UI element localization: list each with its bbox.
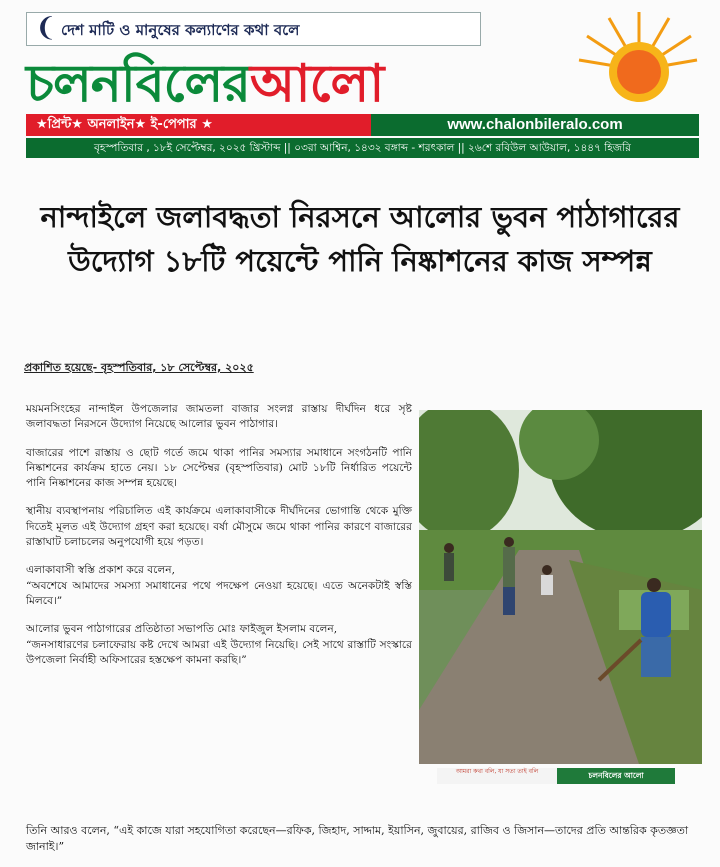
edition-types: ★প্রিন্ট★ অনলাইন★ ই-পেপার ★ (26, 114, 371, 136)
paragraph-2: বাজারের পাশে রাস্তায় ও ছোট গর্তে জমে থাকা পানির সমস্যার সমাধানে সংগঠনটি পানি নিষ্কাশনের কার্যক্রম হাতে নেয়। ১৮ সেপ্টেম্বর (বৃহস্পতিবার) মোট ১৮টি নির্ধারিত পয়েন্টে পানি নিষ্কাশনের কাজ সম্পন্ন হয়েছে। (26, 446, 412, 490)
closing-paragraph: তিনি আরও বলেন, “এই কাজে যারা সহযোগিতা করেছেন—রফিক, জিহাদ, সাদ্দাম, ইয়াসিন, জুবায়ের, রাজিব ও জিসান—তাদের প্রতি আন্তরিক কৃতজ্ঞতা জানাই।” (26, 824, 689, 853)
photo-banner-brand: চলনবিলের আলো (557, 768, 675, 784)
article-photo (419, 410, 702, 788)
article-headline: নান্দাইলে জলাবদ্ধতা নিরসনে আলোর ভুবন পাঠাগারের উদ্যোগ ১৮টি পয়েন্টে পানি নিষ্কাশনের কাজ সম্পন্ন (40, 200, 680, 278)
brand-name-part1: চলনবিলের (26, 54, 250, 114)
paragraph-3: স্থানীয় ব্যবস্থাপনায় পরিচালিত এই কার্যক্রমে এলাকাবাসীকে দীর্ঘদিনের ভোগান্তি থেকে মুক্তি দিতেই মূলত এই উদ্যোগ গ্রহণ করা হয়েছে। বর্ষা মৌসুমে জমে থাকা পানির কারণে বাজারের রাস্তাঘাট চলাচলের অনুপযোগী হয়ে পড়ত। (26, 505, 412, 549)
tagline-box (26, 12, 481, 46)
brand-logo (26, 52, 699, 116)
article-body (26, 402, 412, 681)
quote1-intro: এলাকাবাসী স্বস্তি প্রকাশ করে বলেন, (26, 564, 175, 577)
quote1-text: “অবশেষে আমাদের সমস্যা সমাধানের পথে পদক্ষেপ নেওয়া হয়েছে। এতে অনেকটাই স্বস্তি মিলবে।” (26, 579, 412, 607)
photo-banner-slogan: আমরা কথা বলি, যা সত্য তাই বলি (437, 768, 557, 784)
brand-name-part2: আলো (249, 54, 384, 114)
masthead-strip (26, 114, 699, 136)
photo-banner (419, 764, 702, 788)
tagline-text: দেশ মাটি ও মানুষের কল্যাণের কথা বলে (61, 21, 300, 39)
masthead (26, 10, 699, 158)
quote2-intro: আলোর ভুবন পাঠাগারের প্রতিষ্ঠাতা সভাপতি মোঃ ফাইজুল ইসলাম বলেন, (26, 623, 338, 636)
dateline: বৃহস্পতিবার , ১৮ই সেপ্টেম্বর, ২০২৫ খ্রিস্টাব্দ || ০৩রা আশ্বিন, ১৪৩২ বঙ্গাব্দ - শরৎকাল || ২৬শে রবিউল আউয়াল, ১৪৪৭ হিজরি (26, 138, 699, 158)
website-link[interactable]: www.chalonbileralo.com (371, 114, 699, 136)
road-work-photo (419, 410, 702, 764)
published-date: প্রকাশিত হয়েছে- বৃহস্পতিবার, ১৮ সেপ্টেম্বর, ২০২৫ (24, 361, 254, 374)
paragraph-1: ময়মনসিংহের নান্দাইল উপজেলার জামতলা বাজার সংলগ্ন রাস্তায় দীর্ঘদিন ধরে সৃষ্ট জলাবদ্ধতা নিরসনে উদ্যোগ নিয়েছে আলোর ভুবন পাঠাগার। (26, 403, 412, 431)
quote-mark-icon: ❨ (35, 13, 57, 43)
quote2-text: “জনসাধারণের চলাফেরায় কষ্ট দেখে আমরা এই উদ্যোগ নিয়েছি। সেই সাথে রাস্তাটি সংস্কারে উপজেলা নির্বাহী অফিসারের হস্তক্ষেপ কামনা করছি।” (26, 638, 412, 666)
